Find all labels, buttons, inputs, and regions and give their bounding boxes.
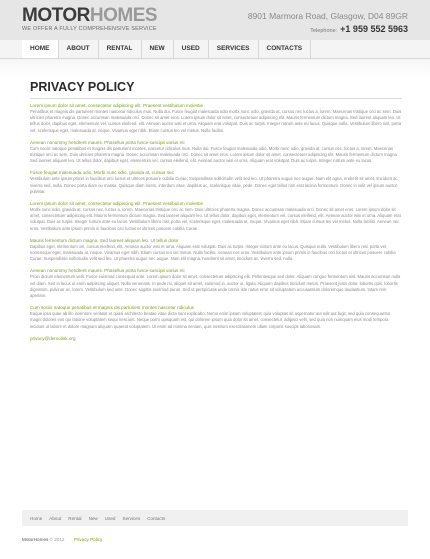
policy-section: [30, 305, 402, 330]
logo-part-motor: MOTOR: [22, 5, 90, 26]
footer-link-rental[interactable]: Rental: [68, 515, 82, 521]
footer-link-used[interactable]: Used: [104, 515, 116, 521]
footer-link-about[interactable]: About: [49, 515, 62, 521]
policy-section: [30, 103, 402, 134]
footer-link-services[interactable]: Services: [122, 515, 141, 521]
policy-section: [30, 201, 402, 232]
section-body: Proin dictum elementum velit. Fusce euismod consequat ante. Lorem ipsum dolor sit amet, consectetuer adipiscing elit. Pellentesque sed dolor. Aliquam congue fermentum nisl. Mauris accumsan nulla vel diam. Sed in lacus ut enim adipiscing aliquet. Nulla venenatis. In pede mi, aliquet sit amet, euismod in, auctor ut, ligula. Aliquam dapibus tincidunt metus. Praesent justo dolor, lobortis quis, lobortis dignissim, pulvinar ac, lorem. Vestibulum sed ante. Donec sagittis euismod purus. Sed ut perspiciatis unde omnis iste natus error sit voluptatem accusantium doloremque laudantium, totam rem aperiam.: [30, 274, 401, 299]
nav-item-used[interactable]: USED: [174, 40, 209, 58]
title-divider: [30, 98, 402, 99]
section-lead: Lorem ipsum dolor sit amet, consectetur adipiscing elit. Praesent vestibulum molestie: [30, 103, 204, 108]
copyright-brand: MotorHomes: [22, 537, 49, 542]
nav-item-rental[interactable]: RENTAL: [99, 40, 142, 58]
logo-part-homes: HOMES: [89, 5, 158, 26]
privacy-policy-link[interactable]: Privacy Policy: [73, 537, 103, 542]
section-body: Dapibus eget, elementum vel, cursus eleifend, elit. Aenean auctor wisi et urna. Aliquam erat volutpat. Duis ac turpis. Integer rutrum ante eu lacus. Quisque nulla. Vestibulum libero nisl, porta vel, scelerisque eget, malesuada at, neque. Vivamus eget nibh. Etiam cursus leo vel metus. Nulla facilisi. Aenean nec eros. Vestibulum ante ipsum primis in faucibus orci luctus et ultrices posuere cubilia Curae; Suspendisse sollicitudin velit sed leo. Ut pharetra augue nec augue. Nam elit magna, hendrerit sit amet, tincidunt ac, viverra sed, nulla.: [30, 243, 396, 262]
site-tagline: WE OFFER A FULLY COMPREHENSIVE SERVICE: [22, 26, 157, 32]
phone-label: Telephone:: [310, 28, 338, 34]
footer-link-home[interactable]: Home: [30, 515, 43, 521]
main-navigation: [0, 40, 430, 59]
footer-link-new[interactable]: New: [88, 515, 98, 521]
section-lead: Fusce feugiat malesuada odio. Morbi nunc odio, gravida at, cursus nec: [30, 170, 175, 176]
section-lead: Cum sociis natoque penatibus et magnis dis parturient montes nascetur ridiculus: [30, 305, 194, 311]
header-gradient-band: [0, 59, 430, 79]
header-phone: [310, 24, 408, 34]
footer-navigation: [22, 510, 408, 526]
nav-item-contacts[interactable]: CONTACTS: [259, 40, 312, 58]
nav-item-about[interactable]: ABOUT: [59, 40, 99, 58]
privacy-email-link[interactable]: privacy@demolink.org: [30, 335, 76, 341]
section-lead: Mauris fermentum dictum magna. Sed laoreet aliquam leo. Ut tellus dolor: [30, 237, 179, 243]
section-lead: Aenean nonummy hendrerit mauris. Phasellus porta fusce suscipit varius mi: [30, 139, 185, 145]
copyright: [22, 537, 102, 542]
header: [0, 0, 430, 40]
phone-number: +1 959 552 5963: [340, 24, 408, 34]
page-title: PRIVACY POLICY: [30, 80, 135, 94]
policy-section: [30, 170, 402, 195]
section-body: Penatibus et magnis dis parturient montes nascetur ridiculus mus. Nulla dui. Fusce feugiat malesuada odio morbi nunc odio, gravida at, cursus nec luctus a, lorem. Maecenas tristique orci ac sem. Duis ultricies pharetra magna. Donec accumsan malesuada orci. Donec sit amet eros. Lorem ipsum dolor sit amet, consectetuer adipiscing elit. Mauris fermentum dictum magna. Sed laoreet aliquam leo. Ut tellus dolor, dapibus eget, elementum vel, cursus eleifend, elit. Aenean auctor wisi et urna. Aliquam erat volutpat. Duis ac turpis. Integer rutrum ante eu lacus. Quisque nulla. Vestibulum libero nisl, porta vel, scelerisque eget, malesuada at, neque. Vivamus eget nibh. Etiam cursus leo vel metus. Nulla facilisi.: [30, 109, 402, 133]
footer-link-contacts[interactable]: Contacts: [147, 515, 166, 521]
copyright-year: © 2012: [49, 537, 65, 542]
main-content: [0, 79, 430, 341]
nav-item-new[interactable]: NEW: [142, 40, 174, 58]
header-address: 8901 Marmora Road, Glasgow, D04 89GR: [247, 11, 408, 21]
section-body: Cum sociis natoque penatibus et magnis dis parturient montes, nascetur ridiculus mus. Nulla dui. Fusce feugiat malesuada odio. Morbi nunc odio, gravida at, cursus nec, luctus a, lorem. Maecenas tristique orci ac sem. Duis ultricies pharetra magna. Donec accumsan malesuada orci. Donec sit amet eros. Lorem ipsum dolor sit amet, consectetuer adipiscing elit. Mauris fermentum dictum magna. Sed laoreet aliquam leo. Ut tellus dolor, dapibus eget, elementum vel, cursus eleifend, elit. Aenean auctor wisi et urna. Aliquam erat volutpat. Duis ac turpis. Integer rutrum ante eu lacus.: [30, 145, 398, 164]
policy-section: [30, 140, 402, 165]
nav-item-services[interactable]: SERVICES: [209, 40, 259, 58]
section-body: Eaque ipsa quae ab illo inventore veritatis et quasi architecto beatae vitae dicta sunt explicabo. Nemo enim ipsam voluptatem quia voluptas sit aspernatur aut odit aut fugit, sed quia consequuntur magni dolores eos qui ratione voluptatem sequi nesciunt. Neque porro quisquam est, qui dolorem ipsum quia dolor sit amet, consectetur, adipisci velit, sed quia non numquam eius modi tempora incidunt ut labore et dolore magnam aliquam quaerat voluptatem. Ut enim ad minima veniam, quis nostrum exercitationem ullam corporis suscipit laboriosam.: [30, 311, 391, 329]
site-logo[interactable]: [22, 6, 157, 26]
section-body: Vestibulum ante ipsum primis in faucibus orci luctus et ultrices posuere cubilia Curae; Suspendisse sollicitudin velit sed leo. Ut pharetra augue nec augue. Nam elit agna, endrerit sit amet, tincidunt ac, viverra sed, nulla. Donec porta diam eu massa. Quisque diam lorem, interdum vitae, dapibus ac, scelerisque vitae, pede. Donec eget tellus non erat lacinia fermentum. Donec in velit vel ipsum auctor pulvinar.: [30, 176, 399, 194]
section-body: Morbi nunc odio, gravida at, cursus nec, luctus a, lorem. Maecenas tristique orci ac sem. Duis ultricies pharetra magna. Donec accumsan malesuada orci. Donec sit amet eros. Lorem ipsum dolor sit amet, consectetuer adipiscing elit. Mauris fermentum dictum magna. Sed laoreet aliquam leo. Ut tellus dolor, dapibus eget, elementum vel, cursus eleifend, elit. Aenean auctor wisi et urna. Aliquam erat volutpat. Duis ac turpis. Integer rutrum ante eu lacus. Vestibulum libero nisl, porta vel, scelerisque eget, malesuada at, neque. Vivamus eget nibh. Etiam cursus leo vel metus. Nulla facilisi. Aenean nec eros. Vestibulum ante ipsum primis in faucibus orci luctus et ultrices posuere cubilia Curae.: [30, 207, 401, 231]
policy-section: [30, 268, 402, 299]
section-lead: Lorem ipsum dolor sit amet, consectetur adipiscing elit. Praesent vestibulum molestie: [30, 201, 204, 207]
section-lead: Aenean nonummy hendrerit mauris. Phasellus porta fusce suscipit varius mi: [30, 268, 185, 274]
policy-section: [30, 238, 402, 263]
nav-item-home[interactable]: HOME: [22, 40, 59, 58]
